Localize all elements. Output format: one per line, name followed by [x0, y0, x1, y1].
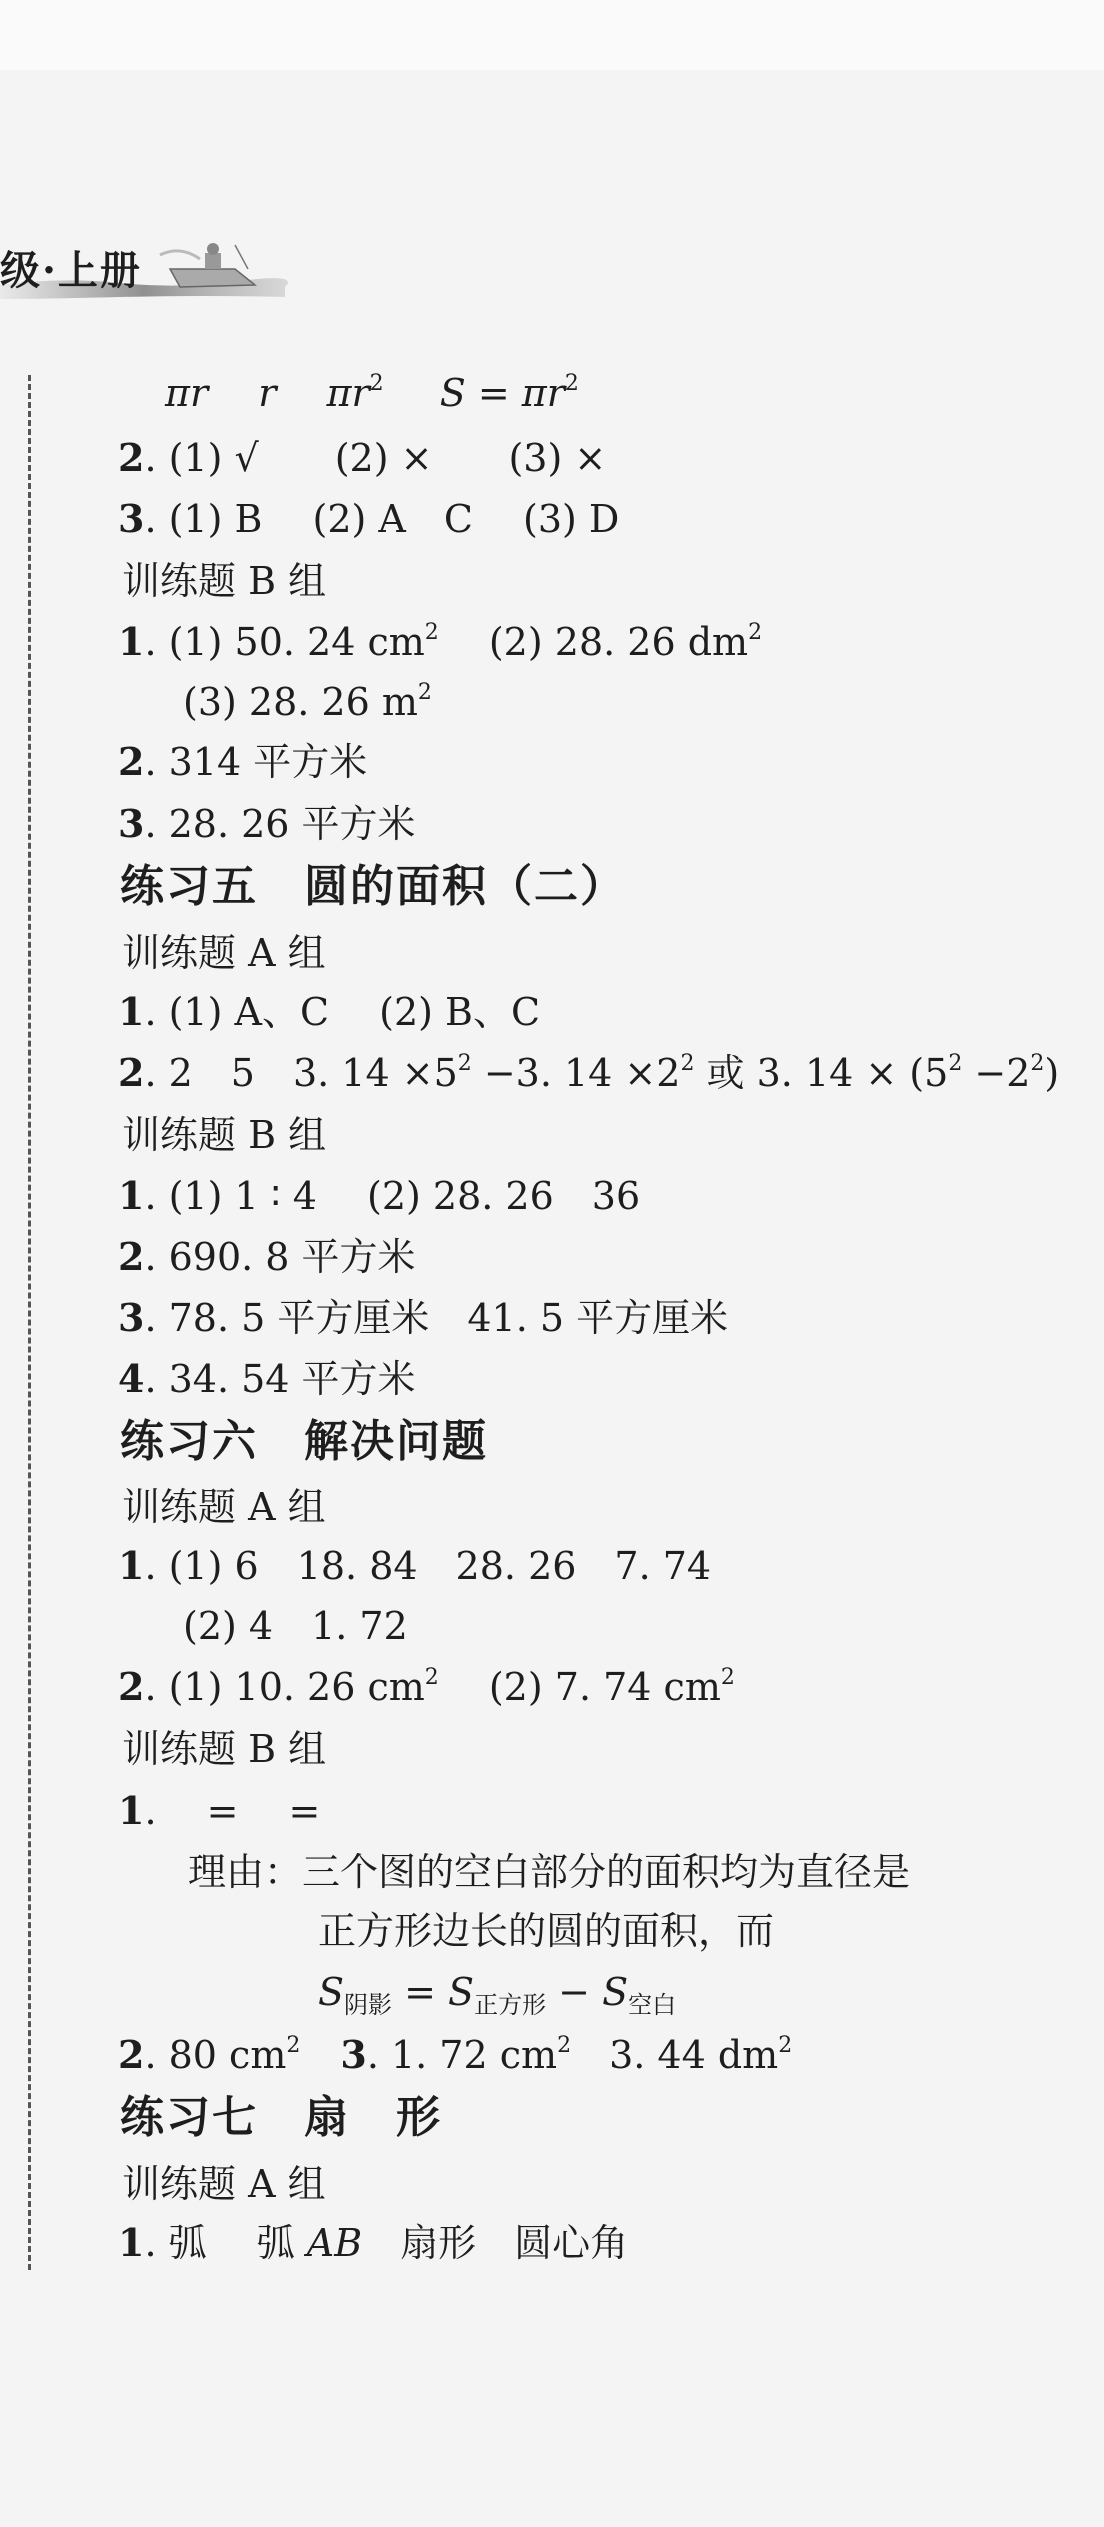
answer-line: 3. 78. 5 平方厘米 41. 5 平方厘米: [118, 1295, 729, 1340]
answer-line: 1. = =: [118, 1788, 321, 1833]
section-title: 练习七 扇 形: [120, 2092, 442, 2143]
answer-line: 2. 690. 8 平方米: [118, 1234, 416, 1279]
answer-line: $S_{阴影} = S_{正方形} - S_{空白}$: [318, 1970, 677, 2019]
answer-line: πr r $\pi r^2$ $S = \pi r^2$: [165, 371, 579, 415]
answer-line: 1. 弧 弧 AB 扇形 圆心角: [118, 2220, 629, 2265]
answer-line: 2. (1) 10. 26 $cm^2$ (2) 7. 74 $cm^2$: [118, 1664, 735, 1709]
group-heading: 训练题 B 组: [122, 1727, 327, 1771]
answer-line: 2. 80 $cm^2$ 3. 1. 72 $cm^2$ 3. 44 $dm^2$: [118, 2032, 793, 2077]
answer-line: 理由：三个图的空白部分的面积均为直径是: [188, 1850, 911, 1894]
answer-line: 1. (1) 50. 24 $cm^2$ (2) 28. 26 $dm^2$: [118, 619, 763, 664]
group-heading: 训练题 A 组: [122, 931, 326, 975]
answer-line: (3) 28. 26 $m^2$: [183, 680, 432, 724]
answer-line: 3. 28. 26 平方米: [118, 801, 416, 846]
answer-line: 1. (1) 1 ∶ 4 (2) 28. 26 36: [118, 1173, 641, 1218]
answer-line: 4. 34. 54 平方米: [118, 1356, 416, 1401]
answer-line: 3. (1) B (2) A C (3) D: [118, 496, 620, 541]
group-heading: 训练题 A 组: [122, 2162, 326, 2206]
section-title: 练习六 解决问题: [120, 1416, 488, 1467]
group-heading: 训练题 B 组: [122, 1113, 327, 1157]
answer-line: 正方形边长的圆的面积，而: [318, 1909, 775, 1953]
section-title: 练习五 圆的面积（二）: [120, 861, 626, 912]
answer-line: 1. (1) 6 18. 84 28. 26 7. 74: [118, 1543, 712, 1588]
answer-line: 1. (1) A、C (2) B、C: [118, 989, 541, 1034]
group-heading: 训练题 B 组: [122, 559, 327, 603]
answer-line: 2. 2 5 3. $14 \times 5^2 -3$. $14 \times 2^2$ 或 3. $14 \times (5^2 -2^2)$: [118, 1050, 1060, 1095]
answer-line: 2. 314 平方米: [118, 739, 368, 784]
group-heading: 训练题 A 组: [122, 1485, 326, 1529]
answer-line: (2) 4 1. 72: [183, 1604, 408, 1648]
answer-line: 2. (1) √ (2) × (3) ×: [118, 435, 607, 480]
book-volume-title: 级·上册: [0, 247, 142, 294]
